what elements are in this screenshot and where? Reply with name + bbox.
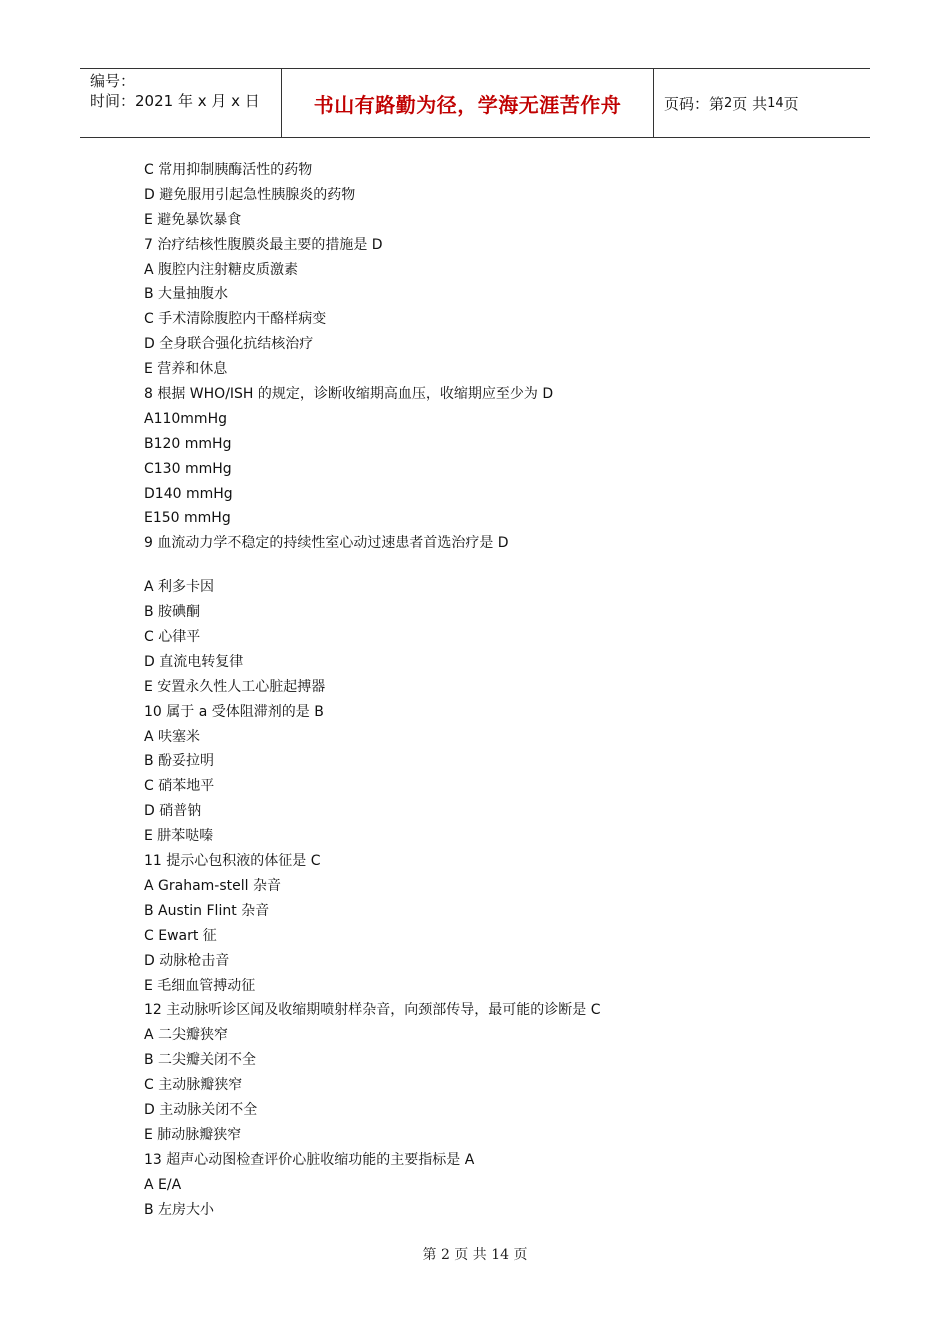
text-line: B Austin Flint 杂音 (144, 902, 270, 919)
page-header (80, 68, 870, 138)
text-line: E 营养和休息 (144, 361, 228, 378)
text-line: C 常用抑制胰酶活性的药物 (144, 162, 313, 178)
text-line: D140 mmHg (144, 485, 233, 502)
question-line: 12 主动脉听诊区闻及收缩期喷射样杂音，向颈部传导，最可能的诊断是 C (144, 1002, 601, 1019)
paragraph-gap (144, 556, 864, 575)
text-line: A 利多卡因 (144, 579, 215, 596)
text-line: E 毛细血管搏动征 (144, 977, 256, 994)
number-label: 编号： (90, 72, 136, 90)
text-line: E 肼苯哒嗪 (144, 828, 214, 845)
text-line: B 二尖瓣关闭不全 (144, 1052, 257, 1069)
text-line: A110mmHg (144, 410, 227, 427)
page-mid: 页 共 (732, 94, 768, 113)
text-line: E150 mmHg (144, 510, 231, 527)
page-prefix: 页码：第 (664, 94, 725, 113)
text-line: B 胺碘酮 (144, 604, 201, 621)
question-line: 10 属于 a 受体阻滞剂的是 B (144, 703, 324, 720)
page-footer: 第 2 页 共 14 页 (422, 1247, 528, 1263)
page-suffix: 页 (783, 94, 799, 113)
text-line: A 呋塞米 (144, 728, 201, 745)
question-line: 7 治疗结核性腹膜炎最主要的措施是 D (144, 236, 383, 253)
text-line: A E/A (144, 1176, 182, 1193)
text-line: A Graham-stell 杂音 (144, 877, 281, 894)
text-line: A 腹腔内注射糖皮质激素 (144, 261, 299, 278)
text-line: D 动脉枪击音 (144, 952, 230, 969)
text-line: C 主动脉瓣狭窄 (144, 1077, 243, 1094)
document-body (144, 158, 864, 1222)
text-line: D 全身联合强化抗结核治疗 (144, 336, 314, 353)
header-motto-cell (282, 69, 654, 137)
text-line: B 酚妥拉明 (144, 753, 215, 770)
text-line: E 安置永久性人工心脏起搏器 (144, 678, 326, 695)
question-line: 11 提示心包积液的体征是 C (144, 853, 321, 870)
text-line: B120 mmHg (144, 435, 232, 452)
question-line: 9 血流动力学不稳定的持续性室心动过速患者首选治疗是 D (144, 535, 509, 552)
header-page-info (654, 69, 870, 137)
question-line: 13 超声心动图检查评价心脏收缩功能的主要指标是 A (144, 1151, 475, 1168)
text-line: C Ewart 征 (144, 927, 217, 944)
date-label: 时间：2021 年 x 月 x 日 (90, 92, 260, 110)
text-line: C 硝苯地平 (144, 778, 215, 795)
text-line: B 左房大小 (144, 1201, 215, 1218)
text-line: C130 mmHg (144, 460, 232, 477)
text-line: E 避免暴饮暴食 (144, 211, 242, 228)
header-meta (80, 69, 282, 137)
header-motto: 书山有路勤为径，学海无涯苦作舟 (313, 92, 622, 117)
text-line: C 手术清除腹腔内干酪样病变 (144, 311, 327, 328)
text-line: D 避免服用引起急性胰腺炎的药物 (144, 186, 356, 203)
page-current: 2 (724, 95, 733, 111)
text-line: D 直流电转复律 (144, 653, 244, 670)
question-line: 8 根据 WHO/ISH 的规定，诊断收缩期高血压，收缩期应至少为 D (144, 386, 554, 403)
text-line: A 二尖瓣狭窄 (144, 1027, 229, 1044)
text-line: B 大量抽腹水 (144, 286, 229, 303)
page-total: 14 (767, 95, 784, 111)
text-line: C 心律平 (144, 629, 201, 646)
text-line: E 肺动脉瓣狭窄 (144, 1126, 242, 1143)
text-line: D 主动脉关闭不全 (144, 1101, 258, 1118)
text-line: D 硝普钠 (144, 803, 202, 820)
